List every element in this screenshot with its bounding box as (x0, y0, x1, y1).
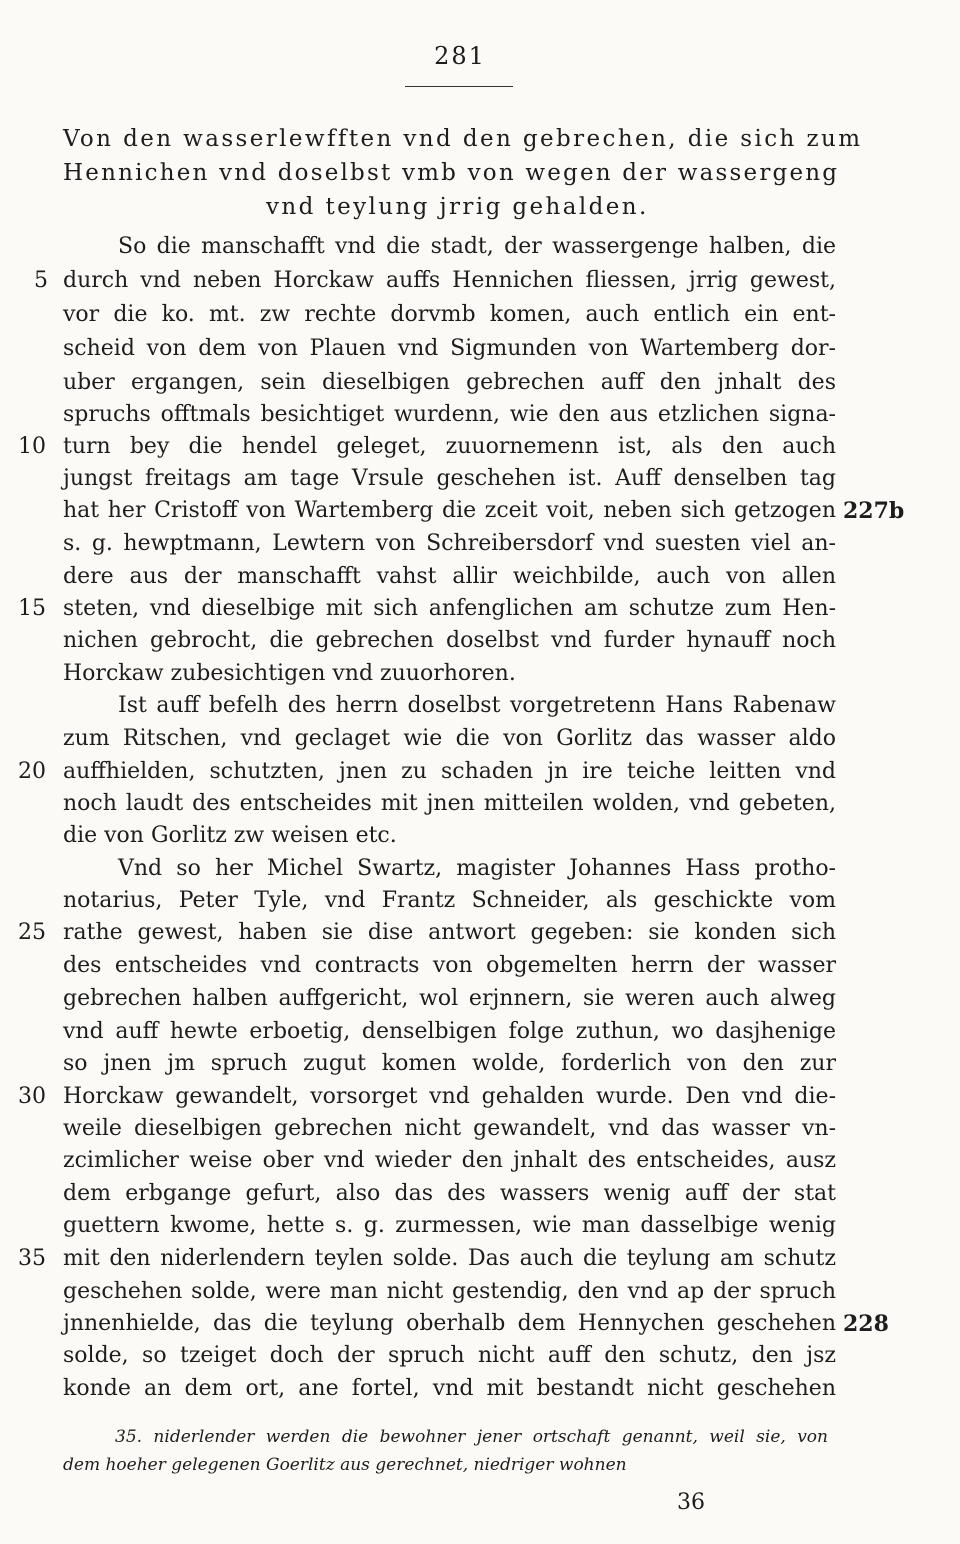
body-line: rathe gewest, haben sie dise antwort gegeben: sie konden sich (63, 920, 836, 945)
body-line: noch laudt des entscheides mit jnen mitteilen wolden, vnd gebeten, (63, 791, 836, 816)
body-line: Ist auff befelh des herrn doselbst vorgetretenn Hans Rabenaw (118, 693, 836, 718)
body-line: die von Gorlitz zw weisen etc. (63, 823, 397, 848)
footnote-line: dem hoeher gelegenen Goerlitz aus gerechnet, niedriger wohnen (63, 1455, 627, 1475)
body-line: durch vnd neben Horckaw auffs Hennichen fliessen, jrrig gewest, (63, 268, 836, 293)
margin-reference: 227b (843, 498, 905, 524)
line-number: 10 (18, 434, 46, 459)
heading-line: Hennichen vnd doselbst vmb von wegen der wassergeng (63, 160, 840, 186)
body-line: uber ergangen, sein dieselbigen gebrechen auff den jnhalt des (63, 370, 836, 395)
body-line: des entscheides vnd contracts von obgemelten herrn der wasser (63, 953, 836, 978)
line-number: 5 (34, 268, 48, 293)
body-line: turn bey die hendel geleget, zuuornemenn ist, als den auch (63, 434, 836, 459)
body-line: hat her Cristoff von Wartemberg die zceit voit, neben sich getzogen (63, 498, 836, 523)
body-line: solde, so tzeiget doch der spruch nicht auff den schutz, den jsz (63, 1343, 836, 1368)
body-line: Vnd so her Michel Swartz, magister Johannes Hass protho- (118, 856, 836, 881)
body-line: Horckaw gewandelt, vorsorget vnd gehalden wurde. Den vnd die- (63, 1084, 836, 1109)
page-number: 281 (434, 42, 486, 70)
margin-reference: 228 (843, 1311, 889, 1337)
body-line: konde an dem ort, ane fortel, vnd mit bestandt nicht geschehen (63, 1376, 836, 1401)
body-line: vnd auff hewte erboetig, denselbigen folge zuthun, wo dasjhenige (63, 1019, 836, 1044)
body-line: dem erbgange gefurt, also das des wassers wenig auff der stat (63, 1181, 836, 1206)
body-line: dere aus der manschafft vahst allir weichbilde, auch von allen (63, 564, 836, 589)
body-line: vor die ko. mt. zw rechte dorvmb komen, auch entlich ein ent- (63, 302, 836, 327)
body-line: so jnen jm spruch zugut komen wolde, forderlich von den zur (63, 1051, 836, 1076)
body-line: So die manschafft vnd die stadt, der wassergenge halben, die (118, 234, 836, 259)
line-number: 35 (18, 1246, 46, 1271)
body-line: s. g. hewptmann, Lewtern von Schreibersdorf vnd suesten viel an- (63, 531, 836, 556)
heading-line: vnd teylung jrrig gehalden. (266, 194, 649, 220)
body-line: zcimlicher weise ober vnd wieder den jnhalt des entscheides, ausz (63, 1148, 836, 1173)
body-line: weile dieselbigen gebrechen nicht gewandelt, vnd das wasser vn- (63, 1116, 836, 1141)
body-line: jnnenhielde, das die teylung oberhalb dem Hennychen geschehen (63, 1311, 836, 1336)
body-line: spruchs offtmals besichtiget wurdenn, wie den aus etzlichen signa- (63, 402, 836, 427)
body-line: zum Ritschen, vnd geclaget wie die von Gorlitz das wasser aldo (63, 726, 836, 751)
heading-line: Von den wasserlewfften vnd den gebrechen, die sich zum (63, 126, 863, 152)
body-line: jungst freitags am tage Vrsule geschehen ist. Auff denselben tag (63, 466, 836, 491)
body-line: auffhielden, schutzten, jnen zu schaden jn ire teiche leitten vnd (63, 759, 836, 784)
signature-mark: 36 (677, 1490, 705, 1515)
line-number: 15 (18, 596, 46, 621)
body-line: gebrechen halben auffgericht, wol erjnnern, sie weren auch alweg (63, 986, 836, 1011)
body-line: mit den niderlendern teylen solde. Das auch die teylung am schutz (63, 1246, 836, 1271)
body-line: scheid von dem von Plauen vnd Sigmunden von Wartemberg dor- (63, 336, 836, 361)
body-line: geschehen solde, were man nicht gestendig, den vnd ap der spruch (63, 1279, 836, 1304)
line-number: 20 (18, 759, 46, 784)
line-number: 25 (18, 920, 46, 945)
header-rule (405, 86, 513, 87)
body-line: notarius, Peter Tyle, vnd Frantz Schneider, als geschickte vom (63, 888, 836, 913)
body-line: guettern kwome, hette s. g. zurmessen, wie man dasselbige wenig (63, 1213, 836, 1238)
footnote-line: 35. niderlender werden die bewohner jener ortschaft genannt, weil sie, von (115, 1427, 828, 1447)
body-line: steten, vnd dieselbige mit sich anfenglichen am schutze zum Hen- (63, 596, 836, 621)
body-line: Horckaw zubesichtigen vnd zuuorhoren. (63, 661, 516, 686)
line-number: 30 (18, 1084, 46, 1109)
body-line: nichen gebrocht, die gebrechen doselbst vnd furder hynauff noch (63, 628, 836, 653)
